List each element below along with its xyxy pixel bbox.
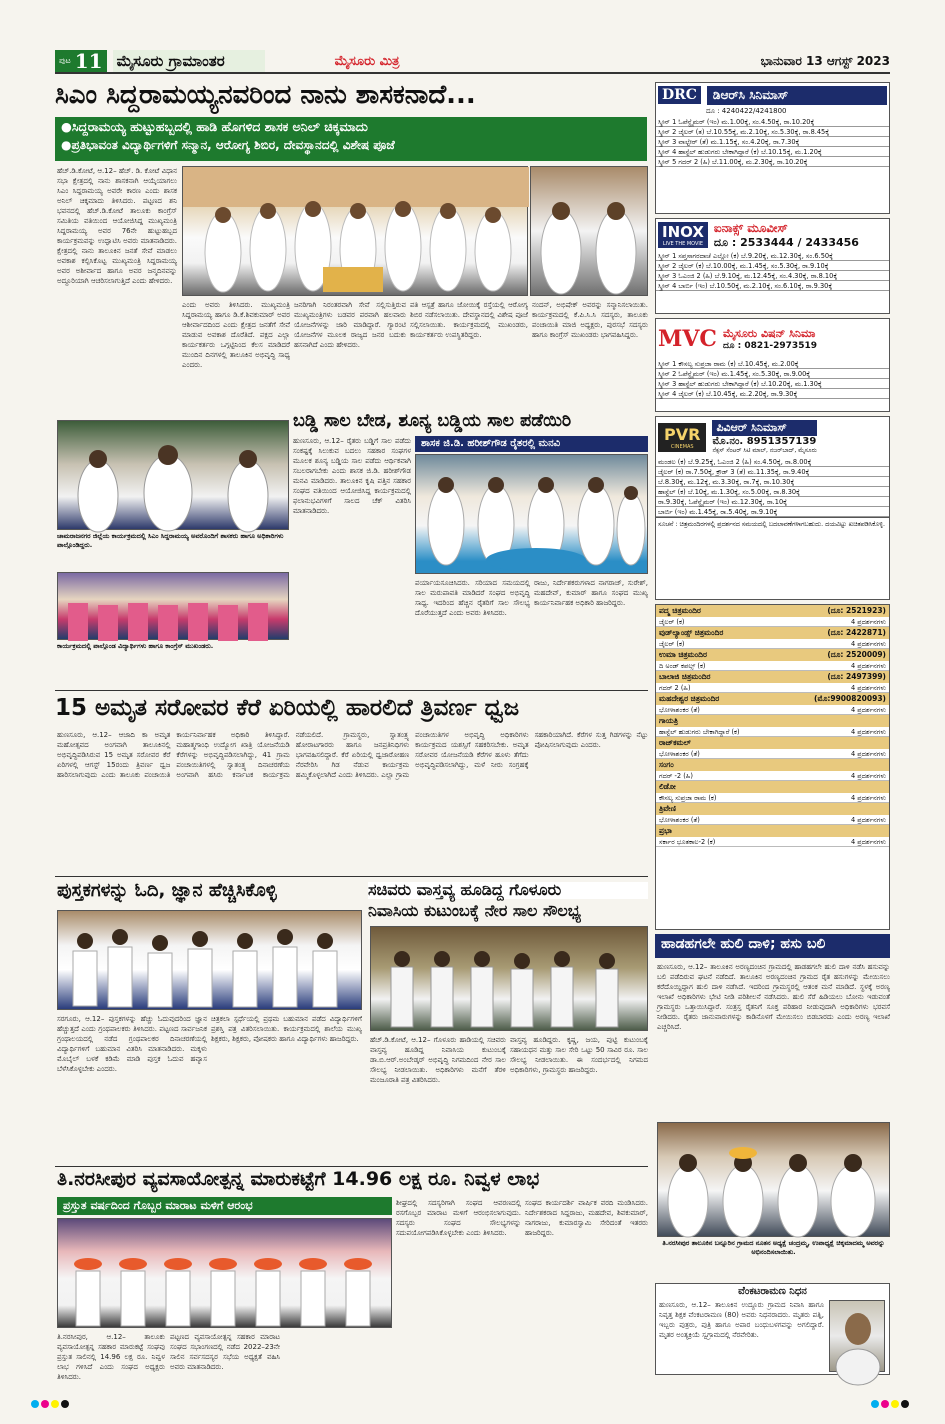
drc-logo: DRC: [658, 86, 701, 104]
theatre-show-row: [656, 837, 889, 847]
movie-title: ಗದರ್ 2 (ಹಿ): [659, 684, 691, 692]
gollur-col-2: ವಾಸ್ತವ್ಯ ಹೂಡಿದ್ದರು. ಕೃಷ್ಣ, ಜಯ, ಪುಟ್ಟಿ ಕುಟುಂಬಕ್ಕೆ ಸಹಾಯಧನ ಮತ್ತು ಸಾಲ ಸೇರಿ ಒಟ್ಟು 50 ಸಾವಿರ ರೂ. ಸಾಲ ಸೌಲಭ್ಯ ನೀಡಲಾಯಿತು. ಈ ಸಂದರ್ಭದಲ್ಲಿ ನಿಗಮದ ಅಧಿಕಾರಿಗಳು, ಗ್ರಾಮಸ್ಥರು ಹಾಜರಿದ್ದರು.: [510, 1036, 648, 1074]
books-photo: [57, 910, 362, 1010]
theatre-header: [656, 671, 889, 683]
page-number: 11: [74, 49, 103, 73]
photo-icon: [830, 1301, 886, 1373]
theatre-phone: (ದೂ: 2521923): [827, 606, 886, 615]
inox-logo-box: [658, 222, 708, 248]
theatre-show-row: [656, 771, 889, 781]
obit-box: [655, 1283, 890, 1375]
gollur-headline-1: ಸಚಿವರು ವಾಸ್ತವ್ಯ ಹೂಡಿದ್ದ ಗೊಳೂರು: [368, 882, 648, 899]
loan-headline: ಬಡ್ಡಿ ಸಾಲ ಬೇಡ, ಶೂನ್ಯ ಬಡ್ಡಿಯ ಸಾಲ ಪಡೆಯಿರಿ: [293, 411, 572, 431]
lead-photo-2: [530, 166, 648, 296]
photo-icon: [58, 1219, 393, 1329]
photo-icon: [58, 573, 290, 641]
inox-header: [656, 219, 889, 251]
lead-photo: [182, 166, 528, 296]
mvc-list: [656, 359, 889, 399]
obit-photo: [829, 1300, 885, 1372]
show-count: 4 ಪ್ರದರ್ಶನಗಳು: [850, 772, 886, 780]
gollur-col-1: ಹೆಚ್.ಡಿ.ಕೋಟೆ, ಆ.12– ಗೊಳೂರು ಹಾಡಿಯಲ್ಲಿ ಸಚಿವರು ವಾಸ್ತವ್ಯ ಹೂಡಿದ್ದ ನಿವಾಸಿಯ ಕುಟುಂಬಕ್ಕೆ ಡಾ.ಬಿ.ಆರ್.ಅಂಬೇಡ್ಕರ್ ಅಭಿವೃದ್ಧಿ ನಿಗಮದಿಂದ ನೇರ ಸಾಲ ಸೌಲಭ್ಯ ನೀಡಲಾಯಿತು. ಅಧಿಕಾರಿಗಳು ಮನೆಗೆ ತೆರಳಿ ಮಂಜೂರಾತಿ ಪತ್ರ ವಿತರಿಸಿದರು.: [370, 1036, 506, 1084]
pvr-showtime-row: ಹಾಸ್ಟೆಲ್ (ಕ) ಬೆ.10ಕ್ಕೆ, ಮ.1.30ಕ್ಕೆ, ಸಂ.5.00ಕ್ಕೆ, ರಾ.8.30ಕ್ಕೆ: [656, 487, 889, 497]
photo-icon: [371, 927, 649, 1032]
cow-photo: [657, 1122, 890, 1237]
inox-showtime-row: ಸ್ಕ್ರೀನ್ 3 ಓಎಂಜಿ 2 (ಹಿ) ಬೆ.9.10ಕ್ಕೆ, ಮ.12.45ಕ್ಕೆ, ಸಂ.4.30ಕ್ಕೆ, ರಾ.8.10ಕ್ಕೆ: [656, 271, 889, 281]
theatre-header: [656, 649, 889, 661]
movie-title: ಕೌಸಲ್ಯ ಸುಪ್ರಜಾ ರಾಮ (ಕ): [659, 794, 717, 802]
divider: [55, 1166, 648, 1167]
show-count: 4 ಪ್ರದರ್ಶನಗಳು: [850, 640, 886, 648]
theatre-name: ಪ್ರಭಾ: [659, 826, 672, 835]
issue-date: ಭಾನುವಾರ 13 ಆಗಸ್ಟ್ 2023: [760, 53, 890, 68]
theatre-show-row: [656, 683, 889, 693]
lead-headline: ಸಿಎಂ ಸಿದ್ದರಾಮಯ್ಯನವರಿಂದ ನಾನು ಶಾಸಕನಾದೆ...: [55, 80, 476, 110]
movie-title: ಭೋಳಾಶಂಕರ (ತೆ): [659, 750, 700, 758]
inox-list: [656, 251, 889, 291]
market-subhead-text: ಪ್ರಸ್ತುತ ವರ್ಷದಿಂದ ಗೊಬ್ಬರ ಮಾರಾಟ ಮಳಿಗೆ ಆರಂಭ: [63, 1199, 253, 1212]
paper-name: ಮೈಸೂರು ಮಿತ್ರ: [334, 53, 400, 69]
loan-col-1: ಹುಣಸೂರು, ಆ.12– ರೈತರು ಬಡ್ಡಿಗೆ ಸಾಲ ಪಡೆದು ಸಂಕಷ್ಟಕ್ಕೆ ಸಿಲುಕುವ ಬದಲು ಸಹಕಾರ ಸಂಘಗಳ ಮೂಲಕ ಶೂನ್ಯ ಬಡ್ಡಿಯ ಸಾಲ ಪಡೆದು ಆರ್ಥಿಕವಾಗಿ ಸಬಲರಾಗಬೇಕು ಎಂದು ಶಾಸಕ ಜಿ.ಡಿ. ಹರೀಶ್‌ಗೌಡ ಮನವಿ ಮಾಡಿದರು. ತಾಲೂಕಿನ ಕೃಷಿ ಪತ್ತಿನ ಸಹಕಾರ ಸಂಘದ ವತಿಯಿಂದ ಆಯೋಜಿಸಿದ್ದ ಕಾರ್ಯಕ್ರಮದಲ್ಲಿ ಫಲಾನುಭವಿಗಳಿಗೆ ಸಾಲದ ಚೆಕ್ ವಿತರಿಸಿ ಮಾತನಾಡಿದರು.: [293, 437, 411, 515]
mvc-showtime-row: ಸ್ಕ್ರೀನ್ 3 ಹಾಸ್ಟೆಲ್ ಹುಡುಗರು ಬೇಕಾಗಿದ್ದಾರೆ (ಕ) ಬೆ.10.20ಕ್ಕೆ, ಮ.1.30ಕ್ಕೆ: [656, 379, 889, 389]
left-caption-1: ಚಾಮರಾಜನಗರ ಜಿಲ್ಲೆಯ ಕಾರ್ಯಕ್ರಮದಲ್ಲಿ ಸಿಎಂ ಸಿದ್ದರಾಮಯ್ಯ ಅವರೊಂದಿಗೆ ಶಾಸಕರು ಹಾಗೂ ಅಧಿಕಾರಿಗಳು ಪಾಲ್ಗೊಂಡಿದ್ದರು.: [57, 532, 284, 549]
theatre-header: [656, 627, 889, 639]
theatre-name: ಪದ್ಮ ಚಿತ್ರಮಂದಿರ: [659, 606, 701, 615]
drc-header: [656, 83, 889, 107]
theatre-header: [656, 781, 889, 793]
photo-icon: [183, 167, 529, 297]
divider: [55, 690, 648, 691]
movie-title: ಜೈಲರ್ (ಕ): [659, 640, 685, 648]
show-count: 4 ಪ್ರದರ್ಶನಗಳು: [850, 838, 886, 846]
pvr-showtime-row: ಜೈಲರ್ (ಕ) ರಾ.7.50ಕ್ಕೆ, ಕ್ರೌಡ್ 3 (ತೆ) ಮ.11.35ಕ್ಕೆ, ರಾ.9.40ಕ್ಕೆ: [656, 467, 889, 477]
gollur-headline-2: ನಿವಾಸಿಯ ಕುಟುಂಬಕ್ಕೆ ನೇರ ಸಾಲ ಸೌಲಭ್ಯ: [368, 901, 581, 920]
drc-showtime-row: ಸ್ಕ್ರೀನ್ 3 ವಾಲ್ಟೇರ್ (ತೆ) ಮ.1.15ಕ್ಕೆ, ಸಂ.4.20ಕ್ಕೆ, ರಾ.7.30ಕ್ಕೆ: [656, 137, 889, 147]
movie-title: ಸರ್ಕಾರ ಭೂತಕಾಲ-2 (ಕ): [659, 838, 716, 846]
theatre-show-row: [656, 639, 889, 649]
drc-list: [656, 117, 889, 167]
books-col-1: ಸರಗೂರು, ಆ.12– ಪುಸ್ತಕಗಳನ್ನು ಹೆಚ್ಚು ಓದುವುದರಿಂದ ಜ್ಞಾನ ಹೆಚ್ಚುತ್ತದೆ ಎಂದು ಗ್ರಂಥಪಾಲಕರು ತಿಳಿಸಿದರು. ಪಟ್ಟಣದ ಸಾರ್ವಜನಿಕ ಗ್ರಂಥಾಲಯದಲ್ಲಿ ನಡೆದ ಗ್ರಂಥಪಾಲಕರ ದಿನಾಚರಣೆಯಲ್ಲಿ ವಿದ್ಯಾರ್ಥಿಗಳಿಗೆ ಬಹುಮಾನ ವಿತರಿಸಿ ಮಾತನಾಡಿದರು. ಮಕ್ಕಳು ಮೊಬೈಲ್ ಬಳಕೆ ಕಡಿಮೆ ಮಾಡಿ ಪುಸ್ತಕ ಓದುವ ಹವ್ಯಾಸ ಬೆಳೆಸಿಕೊಳ್ಳಬೇಕು ಎಂದರು.: [57, 1015, 207, 1073]
inox-box: [655, 218, 890, 314]
left-caption-2: ಕಾರ್ಯಕ್ರಮದಲ್ಲಿ ಪಾಲ್ಗೊಂಡ ವಿದ್ಯಾರ್ಥಿಗಳು ಹಾಗೂ ಕಾಂಗ್ರೆಸ್ ಮುಖಂಡರು.: [57, 642, 214, 650]
theatre-name: ಸಂಗಂ: [659, 760, 674, 769]
theatre-show-row: [656, 749, 889, 759]
theatre-show-row: [656, 617, 889, 627]
mvc-box: [655, 318, 890, 412]
show-count: 4 ಪ್ರದರ್ಶನಗಳು: [850, 618, 886, 626]
books-col-2: ಚಿತ್ರಕಲಾ ಸ್ಪರ್ಧೆಯಲ್ಲಿ ಪ್ರಥಮ ಬಹುಮಾನ ಪಡೆದ ವಿದ್ಯಾರ್ಥಿಗಳಿಗೆ ಪ್ರಶಸ್ತಿ ಪತ್ರ ವಿತರಿಸಲಾಯಿತು. ಕಾರ್ಯಕ್ರಮದಲ್ಲಿ ಶಾಲೆಯ ಮುಖ್ಯ ಶಿಕ್ಷಕರು, ಶಿಕ್ಷಕರು, ಪೋಷಕರು ಹಾಗೂ ವಿದ್ಯಾರ್ಥಿಗಳು ಹಾಜರಿದ್ದರು.: [211, 1015, 362, 1043]
pvr-showtime-row: ಬಾರ್ಬಿ (ಇಂ) ಮ.1.45ಕ್ಕೆ, ರಾ.5.40ಕ್ಕೆ, ರಾ.9.10ಕ್ಕೆ: [656, 507, 889, 517]
masthead: [55, 50, 890, 74]
lead-col-4: ಪತಿ ಆಸ್ಪತ್ರೆ ಹಾಗೂ ಜೋಯಿಕ್ಕೆ ರಸ್ತೆಯಲ್ಲಿ ಆರೋಗ್ಯ ಶಿಬಿರ ನಡೆಸಲಾಯಿತು. ದೇವಸ್ಥಾನದಲ್ಲಿ ವಿಶೇಷ ಪೂಜೆ ಸಲ್ಲಿಸಲಾಯಿತು. ಕಾರ್ಯಕ್ರಮದಲ್ಲಿ ಮುಖಂಡರು, ಕಾರ್ಯಕರ್ತರು ಉಪಸ್ಥಿತರಿದ್ದರು.: [410, 301, 528, 339]
drc-showtime-row: ಸ್ಕ್ರೀನ್ 2 ಜೈಲರ್ (ತ) ಬೆ.10.55ಕ್ಕೆ, ಮ.2.10ಕ್ಕೆ, ಸಂ.5.30ಕ್ಕೆ, ರಾ.8.45ಕ್ಕೆ: [656, 127, 889, 137]
loan-subhead: [415, 436, 648, 452]
theatre-phone: (ದೂ: 2422871): [827, 628, 886, 637]
market-photo: [57, 1218, 392, 1328]
market-col-2: ಪಟ್ಟಣದ ವ್ಯವಸಾಯೋತ್ಪನ್ನ ಸಹಕಾರ ಮಾರಾಟ ಸಂಘದ ಸಭಾಂಗಣದಲ್ಲಿ ನಡೆದ 2022–23ನೇ ಸಾಲಿನ ಸರ್ವಸದಸ್ಯರ ಸಭೆಯ ಅಧ್ಯಕ್ಷತೆ ವಹಿಸಿ ಅವರು ಮಾತನಾಡಿದರು.: [170, 1333, 280, 1371]
pvr-showtime-row: ರಾ.9.30ಕ್ಕೆ, ಓಪೆನ್ಹೈಮರ್ (ಇಂ) ಮ.12.30ಕ್ಕೆ, ರಾ.10ಕ್ಕೆ: [656, 497, 889, 507]
theatre-header: [656, 803, 889, 815]
left-photo-2: [57, 572, 289, 640]
theatre-header: [656, 825, 889, 837]
pvr-phone: ಮೊ.ನಂ. 8951357139: [712, 435, 817, 447]
inox-logo: INOX: [662, 223, 704, 241]
drc-phone: ದೂ : 4240422/4241800: [706, 107, 787, 115]
loan-subhead-text: ಶಾಸಕ ಜಿ.ಡಿ. ಹರೀಶ್‌ಗೌಡ ರೈತರಲ್ಲಿ ಮನವಿ: [421, 438, 561, 449]
pvr-showtime-row: ಮಂಡಲ (ಕ) ಬೆ.9.25ಕ್ಕೆ, ಓಎಂಜಿ 2 (ಹಿ) ಸಂ.4.50ಕ್ಕೆ, ರಾ.8.00ಕ್ಕೆ: [656, 457, 889, 467]
theatre-name: ತ್ರಿವೇಣಿ: [659, 804, 676, 813]
lead-subhead-box: [55, 117, 647, 161]
photo-icon: [416, 455, 649, 575]
theatre-show-row: [656, 727, 889, 737]
theatre-name: ಬಾಲಾಜಿ ಚಿತ್ರಮಂದಿರ: [659, 672, 711, 681]
gollur-photo: [370, 926, 648, 1031]
show-count: 4 ಪ್ರದರ್ಶನಗಳು: [850, 684, 886, 692]
theatre-name: ಗಾಯತ್ರಿ: [659, 716, 679, 725]
left-photo-1: [57, 420, 289, 530]
theatre-phone: (ದೂ: 2520009): [827, 650, 886, 659]
pvr-address: ನೆಕ್ಸಸ್ ಸೆಂಟರ್ ಸಿಟಿ ಮಾಲ್, ನಜರ್‌ಬಾದ್, ಮೈಸೂರು: [712, 446, 817, 454]
mvc-name: ಮೈಸೂರು ವಿಷನ್ ಸಿನಿಮಾ: [722, 327, 816, 340]
show-count: 4 ಪ್ರದರ್ಶನಗಳು: [850, 706, 886, 714]
inox-showtime-row: ಸ್ಕ್ರೀನ್ 1 ಸಪ್ತಸಾಗರದಾಚೆ ಎಲ್ಲೋ (ಕ) ಬೆ.9.20ಕ್ಕೆ, ಮ.12.30ಕ್ಕೆ, ಸಂ.6.50ಕ್ಕೆ: [656, 251, 889, 261]
movie-title: ಹಾಸ್ಟೆಲ್ ಹುಡುಗರು ಬೇಕಾಗಿದ್ದಾರೆ (ಕ): [659, 728, 740, 736]
drc-showtime-row: ಸ್ಕ್ರೀನ್ 1 ಓಪೆನ್ಹೈಮರ್ (ಇಂ) ಮ.1.00ಕ್ಕೆ, ಸಂ.4.50ಕ್ಕೆ, ರಾ.10.20ಕ್ಕೆ: [656, 117, 889, 127]
photo-icon: [658, 1123, 891, 1238]
theatre-phone: (ದೂ: 2497399): [827, 672, 886, 681]
pvr-tag: CINEMAS: [670, 443, 694, 450]
theatre-header: [656, 605, 889, 617]
theatre-show-row: [656, 793, 889, 803]
loan-col-2: ಪರ್ಯಾಯಸೂಚಿಸಿದರು. ಸರಿಯಾದ ಸಮಯದಲ್ಲಿ ಸಾಲ ಮರುಪಾವತಿ ಮಾಡಿದರೆ ಸಂಘದ ಅಭಿವೃದ್ಧಿ ಸಾಧ್ಯ. ಇದರಿಂದ ಹೆಚ್ಚಿನ ರೈತರಿಗೆ ಸಾಲ ಸೌಲಭ್ಯ ದೊರೆಯುತ್ತದೆ ಎಂದು ಅವರು ತಿಳಿಸಿದರು.: [415, 579, 530, 617]
drc-showtime-row: ಸ್ಕ್ರೀನ್ 4 ಹಾಸ್ಟೆಲ್ ಹುಡುಗರು ಬೇಕಾಗಿದ್ದಾರೆ (ಕ) ಬೆ.10.15ಕ್ಕೆ, ಮ.1.20ಕ್ಕೆ: [656, 147, 889, 157]
mvc-showtime-row: ಸ್ಕ್ರೀನ್ 1 ಕೌಸಲ್ಯ ಸುಪ್ರಜಾ ರಾಮ (ಕ) ಬೆ.10.45ಕ್ಕೆ, ಮ.2.00ಕ್ಕೆ: [656, 359, 889, 369]
mvc-logo: MVC: [658, 326, 717, 352]
movie-title: ಭೋಳಾಶಂಕರ (ತೆ): [659, 816, 700, 824]
pvr-list: [656, 457, 889, 517]
loan-photo: [415, 454, 648, 574]
lead-col-2: ಎಂದು ಅವರು ತಿಳಿಸಿದರು. ಮುಖ್ಯಮಂತ್ರಿ ಸಿದ್ದರಾಮಯ್ಯ ಹಾಗೂ ಡಿ.ಕೆ.ಶಿವಕುಮಾರ್ ಅವರ ಆಶೀರ್ವಾದದಿಂದ ಎಂದು ಕ್ಷೇತ್ರದ ಜನತೆಗೆ ಸೇವೆ ಮಾಡುವ ಅವಕಾಶ ದೊರೆತಿದೆ. ಪಕ್ಷದ ಎಲ್ಲಾ ಕಾರ್ಯಕರ್ತರು ಒಗ್ಗಟ್ಟಿನಿಂದ ಕೆಲಸ ಮಾಡಿದರೆ ಮುಂದಿನ ದಿನಗಳಲ್ಲಿ ತಾಲೂಕಿನ ಅಭಿವೃದ್ಧಿ ಸಾಧ್ಯ ಎಂದರು.: [182, 301, 290, 369]
inox-name: ಐನಾಕ್ಸ್ ಮೂವೀಸ್: [713, 220, 788, 235]
loan-col-3: ರಾಜು, ನಿರ್ದೇಶಕರುಗಳಾದ ನಾಗರಾಜ್, ಸುರೇಶ್, ಮಹದೇವ್, ಕುಮಾರ್ ಹಾಗೂ ಸಂಘದ ಮುಖ್ಯ ಕಾರ್ಯನಿರ್ವಾಹಕ ಅಧಿಕಾರಿ ಹಾಜರಿದ್ದರು.: [534, 579, 648, 607]
theatre-name: ವುಡ್‌ಲ್ಯಾಂಡ್ಸ್ ಚಿತ್ರಮಂದಿರ: [659, 628, 724, 637]
theatre-name: ಉಮಾ ಚಿತ್ರಮಂದಿರ: [659, 650, 707, 659]
lead-col-5: ನಂದನ್, ಅಭಿಷೇಕ್ ಅವರನ್ನು ಸನ್ಮಾನಿಸಲಾಯಿತು. ಕಾರ್ಯಕ್ರಮದಲ್ಲಿ ಕೆ.ಪಿ.ಸಿ.ಸಿ ಸದಸ್ಯರು, ತಾಲೂಕು ಪಂಚಾಯಿತಿ ಮಾಜಿ ಅಧ್ಯಕ್ಷರು, ಪುರಸಭೆ ಸದಸ್ಯರು ಹಾಗೂ ಕಾಂಗ್ರೆಸ್ ಮುಖಂಡರು ಭಾಗವಹಿಸಿದ್ದರು.: [532, 301, 648, 339]
drc-box: [655, 82, 890, 214]
cow-headline-box: [655, 934, 890, 958]
movie-title: ದಿ ಅಂಡ್ ಕಪಲ್ಸ್ (ಕ): [659, 662, 706, 670]
cow-headline: ಹಾಡಹಗಲೇ ಹುಲಿ ದಾಳಿ; ಹಸು ಬಲಿ: [661, 936, 826, 952]
show-count: 4 ಪ್ರದರ್ಶನಗಳು: [850, 662, 886, 670]
pvr-box: [655, 416, 890, 600]
market-subhead: [57, 1197, 392, 1215]
theatre-list: [655, 604, 890, 930]
lead-col-1: ಹೆಚ್.ಡಿ.ಕೋಟೆ, ಆ.12– ಹೆಚ್. ಡಿ. ಕೋಟೆ ವಿಧಾನ ಸಭಾ ಕ್ಷೇತ್ರದಲ್ಲಿ ನಾನು ಶಾಸಕನಾಗಿ ಆಯ್ಕೆಯಾಗಲು ಸಿಎಂ ಸಿದ್ದರಾಮಯ್ಯ ಅವರೇ ಕಾರಣ ಎಂದು ಶಾಸಕ ಅನಿಲ್ ಚಿಕ್ಕಮಾದು ತಿಳಿಸಿದರು. ಪಟ್ಟಣದ ಶನಿ ಭವನದಲ್ಲಿ ಹೆಚ್.ಡಿ.ಕೋಟೆ ತಾಲೂಕು ಕಾಂಗ್ರೆಸ್ ಸಮಿತಿಯ ವತಿಯಿಂದ ಆಯೋಜಿಸಿದ್ದ ಮುಖ್ಯಮಂತ್ರಿ ಸಿದ್ದರಾಮಯ್ಯ ಅವರ 76ನೇ ಹುಟ್ಟುಹಬ್ಬದ ಕಾರ್ಯಕ್ರಮವನ್ನು ಉದ್ಘಾಟಿಸಿ ಅವರು ಮಾತನಾಡಿದರು. ಕ್ಷೇತ್ರದಲ್ಲಿ ನಾನು ತಾಲೂಕಿನ ಜನತೆ ಸೇವೆ ಮಾಡಲು ಅವಕಾಶ ಕಲ್ಪಿಸಿಕೊಟ್ಟ ಮುಖ್ಯಮಂತ್ರಿ ಸಿದ್ದರಾಮಯ್ಯ ಅವರ ಅಶೀರ್ವಾದ ಹಾಗೂ ಅವರ ಜನ್ಮದಿನವನ್ನು ಅದ್ದೂರಿಯಾಗಿ ಆಚರಿಸಲಾಗುತ್ತಿದೆ ಎಂದು ಹೇಳಿದರು.: [57, 167, 177, 285]
divider: [55, 876, 648, 877]
photo-icon: [58, 911, 363, 1011]
mvc-header: [656, 319, 889, 359]
mvc-showtime-row: ಸ್ಕ್ರೀನ್ 4 ಜೈಲರ್ (ಕ) ಬೆ.10.45ಕ್ಕೆ, ಮ.2.20ಕ್ಕೆ, ರಾ.9.30ಕ್ಕೆ: [656, 389, 889, 399]
photo-icon: [531, 167, 649, 297]
inox-showtime-row: ಸ್ಕ್ರೀನ್ 2 ಜೈಲರ್ (ಕ) ಬೆ.10.00ಕ್ಕೆ, ಮ.1.45ಕ್ಕೆ, ಸಂ.5.30ಕ್ಕೆ, ರಾ.9.10ಕ್ಕೆ: [656, 261, 889, 271]
pvr-logo: PVR: [664, 424, 701, 444]
page-label-box: [55, 50, 107, 72]
drc-showtime-row: ಸ್ಕ್ರೀನ್ 5 ಗದರ್ 2 (ಹಿ) ಬೆ.11.00ಕ್ಕೆ, ಮ.2.30ಕ್ಕೆ, ರಾ.10.20ಕ್ಕೆ: [656, 157, 889, 167]
cow-caption: ತಿ.ನರಸೀಪುರ ತಾಲೂಕಿನ ಬನ್ನೂರಿನ ಗ್ರಾಮದ ನೂತನ ಅಧ್ಯಕ್ಷೆ ಚಂದ್ರಮ್ಮ, ಉಪಾಧ್ಯಕ್ಷೆ ಚಿಕ್ಕಮಾದಮ್ಮ ಅವರನ್ನು ಅಭಿನಂದಿಸಲಾಯಿತು.: [662, 1239, 885, 1256]
flag-headline: 15 ಅಮೃತ ಸರೋವರ ಕೆರೆ ಏರಿಯಲ್ಲಿ ಹಾರಲಿದೆ ತ್ರಿವರ್ಣ ಧ್ವಜ: [55, 695, 520, 721]
movie-title: ಭೋಳಾಶಂಕರ (ತೆ): [659, 706, 700, 714]
lead-subhead-2: ●ಪ್ರತಿಭಾವಂತ ವಿದ್ಯಾರ್ಥಿಗಳಿಗೆ ಸನ್ಮಾನ, ಆರೋಗ್ಯ ಶಿಬಿರ, ದೇವಸ್ಥಾನದಲ್ಲಿ ವಿಶೇಷ ಪೂಜೆ: [61, 138, 395, 152]
photo-icon: [58, 421, 290, 531]
inox-phone: ದೂ : 2533444 / 2433456: [713, 235, 859, 249]
registration-marks-right: [870, 1400, 910, 1408]
theatre-show-row: [656, 705, 889, 715]
drc-name: ಡಿಆರ್‌ಸಿ ಸಿನಿಮಾಸ್: [707, 86, 887, 105]
show-count: 4 ಪ್ರದರ್ಶನಗಳು: [850, 794, 886, 802]
mvc-phone: ದೂ : 0821-2973519: [722, 341, 817, 351]
inox-tag: LIVE THE MOVIE: [662, 241, 704, 247]
page-label: ಪುಟ: [59, 56, 71, 65]
market-col-3: ಶೀಘ್ರದಲ್ಲಿ ಸದಸ್ಯರಿಗಾಗಿ ಸಂಘದ ಆವರಣದಲ್ಲಿ ರಸಗೊಬ್ಬರ ಮಾರಾಟ ಮಳಿಗೆ ಆರಂಭಿಸಲಾಗುವುದು. ಸದಸ್ಯರು ಸಂಘದ ಸೌಲಭ್ಯಗಳನ್ನು ಸದುಪಯೋಗಪಡಿಸಿಕೊಳ್ಳಬೇಕು ಎಂದು ತಿಳಿಸಿದರು.: [396, 1199, 521, 1237]
pvr-showtime-row: ಬೆ.8.30ಕ್ಕೆ, ಮ.12ಕ್ಕೆ, ಮ.3.30ಕ್ಕೆ, ರಾ.7ಕ್ಕೆ, ರಾ.10.30ಕ್ಕೆ: [656, 477, 889, 487]
obit-body: ಹುಣಸೂರು, ಆ.12– ತಾಲೂಕಿನ ಉದ್ದೂರು ಗ್ರಾಮದ ನಿವಾಸಿ ಹಾಗೂ ನಿವೃತ್ತ ಶಿಕ್ಷಕ ವೆಂಕಟರಾಮಣ (80) ಅವರು ನಿಧನರಾದರು. ಮೃತರು ಪತ್ನಿ, ಇಬ್ಬರು ಪುತ್ರರು, ಪುತ್ರಿ ಹಾಗೂ ಅಪಾರ ಬಂಧುಬಳಗವನ್ನು ಅಗಲಿದ್ದಾರೆ. ಮೃತರ ಅಂತ್ಯಕ್ರಿಯೆ ಸ್ವಗ್ರಾಮದಲ್ಲಿ ನೆರವೇರಿತು.: [659, 1301, 824, 1339]
mvc-showtime-row: ಸ್ಕ್ರೀನ್ 2 ಓಪೆನ್ಹೈಮರ್ (ಇಂ) ಮ.1.45ಕ್ಕೆ, ಸಂ.5.30ಕ್ಕೆ, ರಾ.9.00ಕ್ಕೆ: [656, 369, 889, 379]
lead-col-3: ಜನರಿಗಾಗಿ ನಿರಂತರವಾಗಿ ಸೇವೆ ಸಲ್ಲಿಸುತ್ತಿರುವ ಮುಖ್ಯಮಂತ್ರಿಗಳು ಬಡವರ ಪರವಾಗಿ ಹಲವಾರು ಯೋಜನೆಗಳನ್ನು ಜಾರಿ ಮಾಡಿದ್ದಾರೆ. ಗ್ಯಾರಂಟಿ ಯೋಜನೆಗಳ ಮೂಲಕ ರಾಜ್ಯದ ಜನರ ಬದುಕು ಹಸನಾಗಿದೆ ಎಂದು ಹೇಳಿದರು.: [294, 301, 406, 349]
market-col-1: ತಿ.ನರಸೀಪುರ, ಆ.12– ತಾಲೂಕು ವ್ಯವಸಾಯೋತ್ಪನ್ನ ಸಹಕಾರ ಮಾರುಕಟ್ಟೆ ಸಂಘವು ಪ್ರಸ್ತುತ ಸಾಲಿನಲ್ಲಿ 14.96 ಲಕ್ಷ ರೂ. ನಿವ್ವಳ ಲಾಭ ಗಳಿಸಿದೆ ಎಂದು ಸಂಘದ ಅಧ್ಯಕ್ಷರು ತಿಳಿಸಿದರು.: [57, 1333, 165, 1381]
theatre-header: [656, 737, 889, 749]
theatre-name: ಮಹದೇಶ್ವರ ಚಿತ್ರಮಂದಿರ: [659, 694, 720, 703]
theatre-name: ರಾಜ್‌ಕಮಲ್: [659, 738, 691, 747]
show-count: 4 ಪ್ರದರ್ಶನಗಳು: [850, 750, 886, 758]
inox-showtime-row: ಸ್ಕ್ರೀನ್ 4 ಬಾರ್ಬಿ (ಇಂ) ಬೆ.10.50ಕ್ಕೆ, ಮ.2.10ಕ್ಕೆ, ಸಂ.6.10ಕ್ಕೆ, ರಾ.9.30ಕ್ಕೆ: [656, 281, 889, 291]
show-count: 4 ಪ್ರದರ್ಶನಗಳು: [850, 816, 886, 824]
pvr-note: ಸೂಚನೆ : ಚಿತ್ರಮಂದಿರಗಳಲ್ಲಿ ಪ್ರದರ್ಶನದ ಸಮಯದಲ್ಲಿ ಬದಲಾವಣೆಗಳಾಗಬಹುದು. ದಯವಿಟ್ಟು ಖಚಿತಪಡಿಸಿಕೊಳ್ಳಿ.: [656, 517, 889, 545]
theatre-header: [656, 715, 889, 727]
section-title: ಮೈಸೂರು ಗ್ರಾಮಾಂತರ: [113, 50, 265, 72]
theatre-phone: (ಮೊ:9900820093): [814, 694, 886, 703]
pvr-header: [656, 417, 889, 457]
market-col-4: ಸಂಘದ ಕಾರ್ಯದರ್ಶಿ ವಾರ್ಷಿಕ ವರದಿ ಮಂಡಿಸಿದರು. ನಿರ್ದೇಶಕರಾದ ಸಿದ್ದರಾಜು, ಮಹದೇವ, ಶಿವಕುಮಾರ್, ನಾಗರಾಜು, ಕುಮಾರಸ್ವಾಮಿ ಸೇರಿದಂತೆ ಇತರರು ಹಾಜರಿದ್ದರು.: [525, 1199, 648, 1237]
pvr-logo-box: [658, 423, 706, 452]
lead-subhead-1: ●ಸಿದ್ದರಾಮಯ್ಯ ಹುಟ್ಟುಹಬ್ಬದಲ್ಲಿ ಹಾಡಿ ಹೊಗಳಿದ ಶಾಸಕ ಅನಿಲ್ ಚಿಕ್ಕಮಾದು: [61, 119, 368, 134]
pvr-name: ಪಿವಿಆರ್ ಸಿನಿಮಾಸ್: [712, 420, 816, 436]
obit-headline: ವೆಂಕಟರಾಮಣ ನಿಧನ: [738, 1286, 807, 1297]
cow-body: ಹುಣಸೂರು, ಆ.12– ತಾಲೂಕಿನ ಅರಣ್ಯದಂಚಿನ ಗ್ರಾಮದಲ್ಲಿ ಹಾಡಹಗಲೇ ಹುಲಿ ದಾಳಿ ನಡೆಸಿ ಹಸುವನ್ನು ಬಲಿ ಪಡೆದಿರುವ ಘಟನೆ ನಡೆದಿದೆ. ತಾಲೂಕಿನ ಅರಣ್ಯದಂಚಿನ ಗ್ರಾಮದ ರೈತ ಹಸುಗಳನ್ನು ಮೇಯಿಸಲು ಕರೆದೊಯ್ದಿದ್ದಾಗ ಹುಲಿ ದಾಳಿ ನಡೆಸಿದೆ. ಇದರಿಂದ ಗ್ರಾಮಸ್ಥರಲ್ಲಿ ಆತಂಕ ಮನೆ ಮಾಡಿದೆ. ಸ್ಥಳಕ್ಕೆ ಅರಣ್ಯ ಇಲಾಖೆ ಅಧಿಕಾರಿಗಳು ಭೇಟಿ ನೀಡಿ ಪರಿಶೀಲನೆ ನಡೆಸಿದರು. ಹುಲಿ ಸೆರೆ ಹಿಡಿಯಲು ಬೋನು ಇಡುವಂತೆ ಗ್ರಾಮಸ್ಥರು ಒತ್ತಾಯಿಸಿದ್ದಾರೆ. ಸಂತ್ರಸ್ತ ರೈತನಿಗೆ ಸೂಕ್ತ ಪರಿಹಾರ ನೀಡುವುದಾಗಿ ಅಧಿಕಾರಿಗಳು ಭರವಸೆ ನೀಡಿದರು. ರೈತರು ಜಾನುವಾರುಗಳನ್ನು ಕಾಡಿನೊಳಗೆ ಮೇಯಿಸಲು ಬಿಡಬಾರದು ಎಂದು ಅರಣ್ಯ ಇಲಾಖೆ ಎಚ್ಚರಿಸಿದೆ.: [657, 963, 890, 1031]
books-headline: ಪುಸ್ತಕಗಳನ್ನು ಓದಿ, ಜ್ಞಾನ ಹೆಚ್ಚಿಸಿಕೊಳ್ಳಿ: [57, 880, 277, 901]
theatre-show-row: [656, 661, 889, 671]
movie-title: ಜೈಲರ್ (ಕ): [659, 618, 685, 626]
theatre-header: [656, 693, 889, 705]
market-headline: ತಿ.ನರಸೀಪುರ ವ್ಯವಸಾಯೋತ್ಪನ್ನ ಮಾರುಕಟ್ಟೆಗೆ 14.96 ಲಕ್ಷ ರೂ. ನಿವ್ವಳ ಲಾಭ: [57, 1168, 540, 1190]
theatre-show-row: [656, 815, 889, 825]
registration-marks-left: [30, 1400, 70, 1408]
theatre-header: [656, 759, 889, 771]
flag-body: ಹುಣಸೂರು, ಆ.12– ಆಜಾದಿ ಕಾ ಅಮೃತ ಮಹೋತ್ಸವದ ಅಂಗವಾಗಿ ತಾಲೂಕಿನಲ್ಲಿ ಅಭಿವೃದ್ಧಿಪಡಿಸಿರುವ 15 ಅಮೃತ ಸರೋವರ ಕೆರೆ ಏರಿಗಳಲ್ಲಿ ಆಗಸ್ಟ್ 15ರಂದು ತ್ರಿವರ್ಣ ಧ್ವಜ ಹಾರಿಸಲಾಗುವುದು ಎಂದು ತಾಲೂಕು ಪಂಚಾಯಿತಿ ಕಾರ್ಯನಿರ್ವಾಹಕ ಅಧಿಕಾರಿ ತಿಳಿಸಿದ್ದಾರೆ. ಮಹಾತ್ಮಗಾಂಧಿ ಉದ್ಯೋಗ ಖಾತ್ರಿ ಯೋಜನೆಯಡಿ ಕೆರೆಗಳನ್ನು ಅಭಿವೃದ್ಧಿಪಡಿಸಲಾಗಿದ್ದು, 41 ಗ್ರಾಮ ಪಂಚಾಯಿತಿಗಳಲ್ಲಿ ಸ್ವಾತಂತ್ರ್ಯ ದಿನಾಚರಣೆಯ ಅಂಗವಾಗಿ ಹಸಿರು ಕರ್ನಾಟಕ ಕಾರ್ಯಕ್ರಮ ನಡೆಯಲಿದೆ. ಗ್ರಾಮಸ್ಥರು, ಸ್ವಾತಂತ್ರ್ಯ ಹೋರಾಟಗಾರರು ಹಾಗೂ ಜನಪ್ರತಿನಿಧಿಗಳು ಭಾಗವಹಿಸಲಿದ್ದಾರೆ. ಕೆರೆ ಏರಿಯಲ್ಲಿ ಧ್ವಜಾರೋಹಣ ನೆರವೇರಿಸಿ ಗಿಡ ನೆಡುವ ಕಾರ್ಯಕ್ರಮ ಹಮ್ಮಿಕೊಳ್ಳಲಾಗಿದೆ ಎಂದು ತಿಳಿಸಿದರು. ಎಲ್ಲಾ ಗ್ರಾಮ ಪಂಚಾಯಿತಿಗಳ ಅಭಿವೃದ್ಧಿ ಅಧಿಕಾರಿಗಳು ಕಾರ್ಯಕ್ರಮದ ಯಶಸ್ಸಿಗೆ ಸಹಕರಿಸಬೇಕು. ಅಮೃತ ಸರೋವರ ಯೋಜನೆಯಡಿ ಕೆರೆಗಳ ಹೂಳು ತೆಗೆದು ಅಭಿವೃದ್ಧಿಪಡಿಸಲಾಗಿದ್ದು, ಮಳೆ ನೀರು ಸಂಗ್ರಹಕ್ಕೆ ಸಹಕಾರಿಯಾಗಿದೆ. ಕೆರೆಗಳ ಸುತ್ತ ಗಿಡಗಳನ್ನು ನೆಟ್ಟು ಪೋಷಿಸಲಾಗುವುದು ಎಂದರು.: [57, 731, 648, 779]
show-count: 4 ಪ್ರದರ್ಶನಗಳು: [850, 728, 886, 736]
theatre-name: ಲಿಡೋ: [659, 782, 676, 791]
movie-title: ಗದರ್ -2 (ಹಿ): [659, 772, 693, 780]
